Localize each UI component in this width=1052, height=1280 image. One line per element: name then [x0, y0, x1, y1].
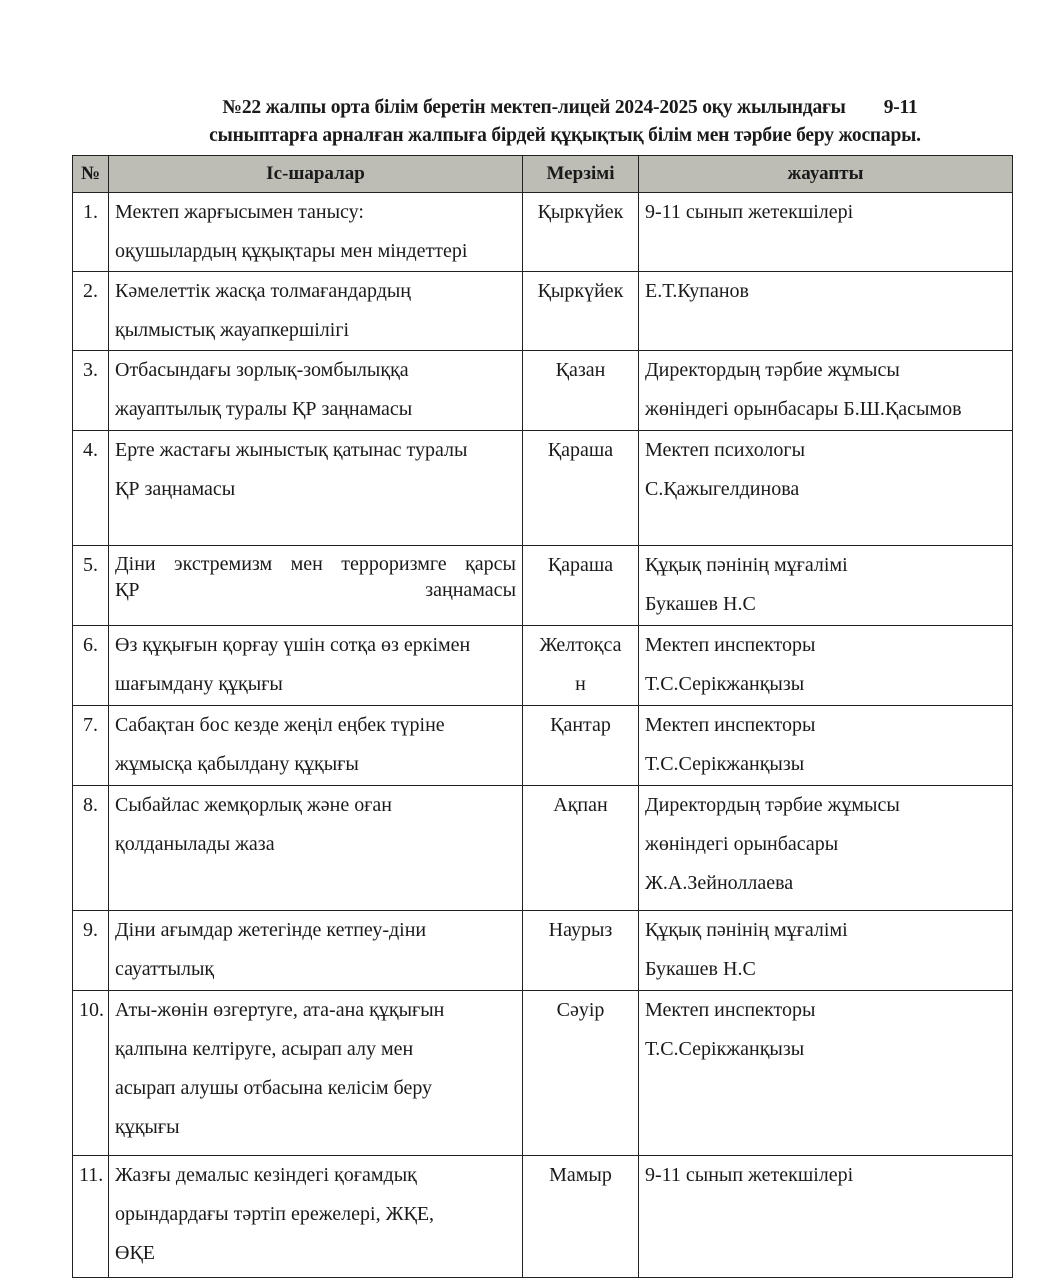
table-row — [73, 351, 1013, 431]
activity-cell-line: сауаттылық — [115, 958, 215, 980]
deadline-cell — [523, 786, 639, 911]
table-row — [73, 911, 1013, 991]
table-row — [73, 786, 1013, 911]
deadline-cell-line: Ақпан — [553, 794, 608, 816]
responsible-cell-line: Директордың тәрбие жұмысы — [645, 359, 900, 381]
activity-cell — [109, 911, 523, 991]
responsible-cell — [639, 431, 1013, 546]
activity-cell-line: құқығы — [115, 1116, 180, 1138]
header-responsible: жауапты — [639, 156, 1013, 193]
activity-cell-line: Өз құқығын қорғау үшін сотқа өз еркімен — [115, 634, 471, 656]
responsible-cell — [639, 991, 1013, 1156]
activity-cell — [109, 786, 523, 911]
responsible-cell-line: Букашев Н.С — [645, 958, 756, 980]
table-row — [73, 272, 1013, 351]
deadline-cell — [523, 431, 639, 546]
row-number: 6. — [73, 626, 109, 706]
table-row — [73, 193, 1013, 272]
deadline-cell-line: Қыркүйек — [537, 201, 624, 223]
table-row — [73, 1156, 1013, 1278]
activity-cell-line: Жазғы демалыс кезіндегі қоғамдық — [115, 1164, 417, 1186]
activity-cell — [109, 431, 523, 546]
table-row — [73, 431, 1013, 546]
table-body — [73, 193, 1013, 1278]
table-row — [73, 991, 1013, 1156]
deadline-cell — [523, 351, 639, 431]
responsible-cell-line: Т.С.Серікжанқызы — [645, 1038, 805, 1060]
row-number: 9. — [73, 911, 109, 991]
responsible-cell — [639, 786, 1013, 911]
responsible-cell-line: 9-11 сынып жетекшілері — [645, 1164, 854, 1186]
responsible-cell — [639, 911, 1013, 991]
responsible-cell-line: Е.Т.Купанов — [645, 280, 749, 302]
activity-cell — [109, 626, 523, 706]
activity-cell-line: Ерте жастағы жыныстық қатынас туралы — [115, 439, 468, 461]
activity-cell — [109, 351, 523, 431]
title-line-2: сыныптарға арналған жалпыға бірдей құқықтық білім мен тәрбие беру жоспары. — [209, 125, 921, 146]
responsible-cell — [639, 1156, 1013, 1278]
activity-cell-line: қылмыстық жауапкершілігі — [115, 319, 350, 341]
responsible-cell-line: жөніндегі орынбасары — [645, 833, 839, 855]
table-row — [73, 546, 1013, 626]
title-class-range: 9-11 — [883, 97, 918, 118]
row-number: 11. — [73, 1156, 109, 1278]
deadline-cell — [523, 991, 639, 1156]
activity-cell — [109, 1156, 523, 1278]
responsible-cell-line: Ж.А.Зейноллаева — [645, 872, 794, 894]
deadline-cell-line: Наурыз — [548, 919, 613, 941]
header-number: № — [73, 156, 109, 193]
activity-cell-line: Аты-жөнін өзгертуге, ата-ана құқығын — [115, 999, 445, 1021]
activity-cell-line: Мектеп жарғысымен танысу: — [115, 201, 364, 223]
activity-cell-line: шағымдану құқығы — [115, 673, 283, 695]
activity-cell-line: Діни экстремизм мен терроризмге қарсы — [115, 553, 516, 575]
activity-cell-line: Діни ағымдар жетегінде кетпеу-діни — [115, 919, 427, 941]
activity-cell — [109, 546, 523, 626]
activity-cell — [109, 991, 523, 1156]
responsible-cell — [639, 193, 1013, 272]
row-number: 1. — [73, 193, 109, 272]
table-header-row — [73, 156, 1013, 193]
row-number: 8. — [73, 786, 109, 911]
row-number: 4. — [73, 431, 109, 546]
deadline-cell — [523, 911, 639, 991]
activity-cell-line: ҚР заңнамасы — [115, 579, 516, 601]
activity-cell-line: ҚР заңнамасы — [115, 478, 236, 500]
responsible-cell-line: жөніндегі орынбасары Б.Ш.Қасымов — [645, 398, 962, 420]
deadline-cell — [523, 193, 639, 272]
responsible-cell-line: С.Қажыгелдинова — [645, 478, 800, 500]
responsible-cell-line: Т.С.Серікжанқызы — [645, 673, 805, 695]
activity-cell-line: оқушылардың құқықтары мен міндеттері — [115, 240, 468, 262]
deadline-cell-line: Қыркүйек — [537, 280, 624, 302]
row-number: 2. — [73, 272, 109, 351]
activity-cell-line: ӨҚЕ — [115, 1242, 155, 1264]
activity-cell-line: жауаптылық туралы ҚР заңнамасы — [115, 398, 413, 420]
deadline-cell — [523, 546, 639, 626]
deadline-cell-line: Қараша — [547, 439, 614, 461]
activity-cell-line: қолданылады жаза — [115, 833, 275, 855]
responsible-cell — [639, 351, 1013, 431]
deadline-cell-line: Желтоқса — [539, 634, 622, 656]
row-number: 7. — [73, 706, 109, 786]
table-row — [73, 706, 1013, 786]
responsible-cell-line: Мектеп инспекторы — [645, 714, 816, 736]
header-activity: Іс-шаралар — [109, 156, 523, 193]
responsible-cell — [639, 546, 1013, 626]
activity-cell-line: жұмысқа қабылдану құқығы — [115, 753, 359, 775]
deadline-cell — [523, 272, 639, 351]
deadline-cell-line: Сәуір — [556, 999, 605, 1021]
responsible-cell — [639, 626, 1013, 706]
responsible-cell-line: Құқық пәнінің мұғалімі — [645, 554, 848, 576]
table-row — [73, 626, 1013, 706]
deadline-cell — [523, 706, 639, 786]
responsible-cell-line: 9-11 сынып жетекшілері — [645, 201, 854, 223]
responsible-cell-line: Мектеп психологы — [645, 439, 806, 461]
activity-cell-line: Сабақтан бос кезде жеңіл еңбек түріне — [115, 714, 445, 736]
deadline-cell-line: Қантар — [550, 714, 611, 736]
responsible-cell — [639, 706, 1013, 786]
row-number: 10. — [73, 991, 109, 1156]
deadline-cell — [523, 626, 639, 706]
responsible-cell-line: Букашев Н.С — [645, 593, 756, 615]
document-title — [150, 94, 980, 150]
legal-education-plan-table — [72, 155, 1013, 1278]
deadline-cell-line: Қараша — [547, 554, 614, 576]
responsible-cell-line: Мектеп инспекторы — [645, 999, 816, 1021]
activity-cell-line: қалпына келтіруге, асырап алу мен — [115, 1038, 414, 1060]
responsible-cell-line: Т.С.Серікжанқызы — [645, 753, 805, 775]
activity-cell-line: Кәмелеттік жасқа толмағандардың — [115, 280, 412, 302]
responsible-cell-line: Директордың тәрбие жұмысы — [645, 794, 900, 816]
activity-cell-line: асырап алушы отбасына келісім беру — [115, 1077, 433, 1099]
activity-cell-line: Сыбайлас жемқорлық және оған — [115, 794, 393, 816]
deadline-cell — [523, 1156, 639, 1278]
responsible-cell-line: Мектеп инспекторы — [645, 634, 816, 656]
activity-cell — [109, 193, 523, 272]
responsible-cell — [639, 272, 1013, 351]
activity-cell-line: Отбасындағы зорлық-зомбылыққа — [115, 359, 409, 381]
header-deadline: Мерзімі — [523, 156, 639, 193]
title-line-1: №22 жалпы орта білім беретін мектеп-лицей 2024-2025 оқу жылындағы 9-11 — [150, 94, 980, 122]
deadline-cell-line: Мамыр — [549, 1164, 612, 1186]
activity-cell — [109, 272, 523, 351]
deadline-cell-line: Қазан — [555, 359, 606, 381]
row-number: 3. — [73, 351, 109, 431]
responsible-cell-line: Құқық пәнінің мұғалімі — [645, 919, 848, 941]
row-number: 5. — [73, 546, 109, 626]
activity-cell-line: орындардағы тәртіп ережелері, ЖҚЕ, — [115, 1203, 435, 1225]
activity-cell — [109, 706, 523, 786]
deadline-cell-line: н — [575, 673, 586, 695]
